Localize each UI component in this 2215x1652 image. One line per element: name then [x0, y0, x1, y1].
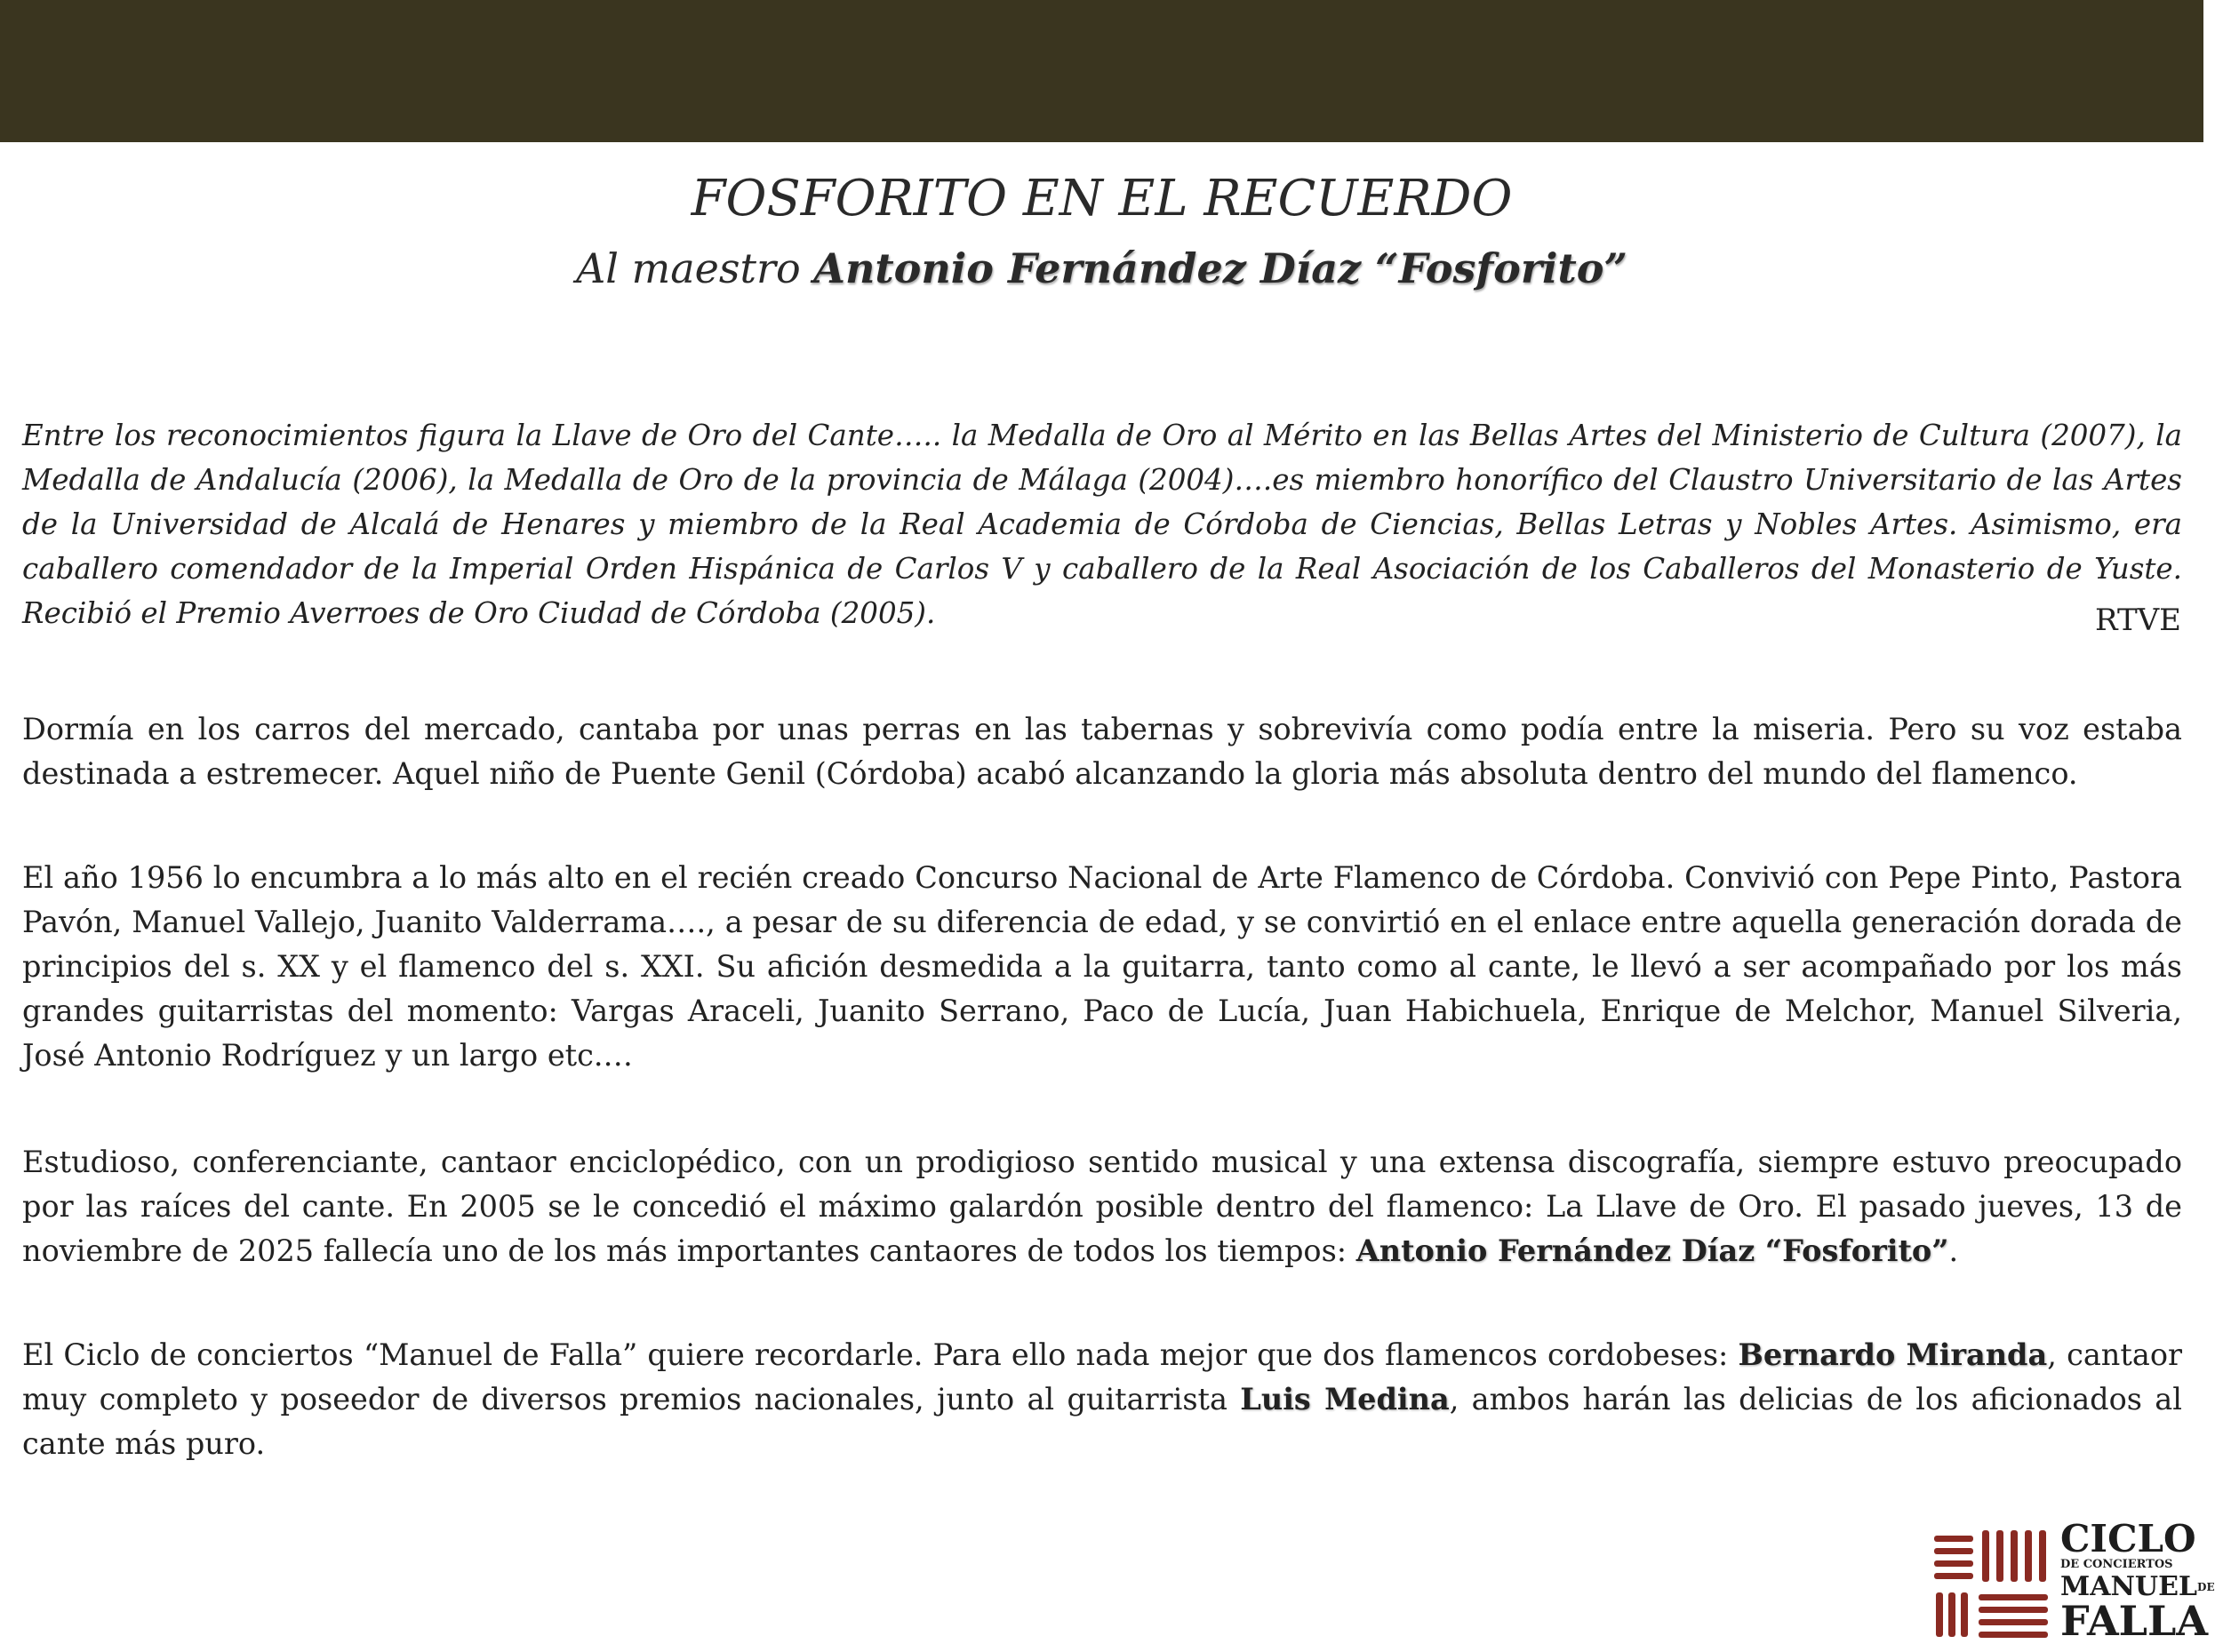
- paragraph-concert-part3: , ambos harán las delicias de los aficionados al cante más puro.: [22, 1382, 2182, 1461]
- paragraph-legacy-text: Estudioso, conferenciante, cantaor enciclopédico, con un prodigioso sentido musical y una extensa discografía, siempre estuvo preocupado por las raíces del cante. En 2005 se le concedió el máximo galardón posible dentro del flamenco: La Llave de Oro. El pasado jueves, 13 de noviembre de 2025 fallecía uno de los más importantes cantaores de todos los tiempos:: [22, 1145, 2182, 1268]
- subtitle-prefix: Al maestro: [576, 244, 814, 292]
- quote-text: Entre los reconocimientos figura la Llave de Oro del Cante….. la Medalla de Oro al Mérito en las Bellas Artes del Ministerio de Cultura (2007), la Medalla de Andalucía (2006), la Medalla de Oro de la provincia de Málaga (2004)….es miembro honorífico del Claustro Universitario de las Artes de la Universidad de Alcalá de Henares y miembro de la Real Academia de Córdoba de Ciencias, Bellas Letras y Nobles Artes. Asimismo, era caballero comendador de la Imperial Orden Hispánica de Carlos V y caballero de la Real Asociación de los Caballeros del Monasterio de Yuste. Recibió el Premio Averroes de Oro Ciudad de Córdoba (2005).: [22, 419, 2182, 630]
- logo-falla: FALLA: [2060, 1597, 2209, 1645]
- page-title: FOSFORITO EN EL RECUERDO: [691, 170, 1513, 227]
- paragraph-concert-part1: El Ciclo de conciertos “Manuel de Falla” quiere recordarle. Para ello nada mejor que dos flamencos cordobeses:: [22, 1337, 1739, 1372]
- logo-ciclo: CICLO: [2060, 1517, 2196, 1560]
- header-band: [0, 0, 2203, 142]
- paragraph-concert-part2: , cantaor muy completo y poseedor de diversos premios nacionales, junto al guitarrista: [22, 1337, 2182, 1417]
- ciclo-manuel-de-falla-logo: [1929, 1517, 2215, 1645]
- subtitle-name: Antonio Fernández Díaz “Fosforito”: [813, 244, 1627, 292]
- performer-singer-name: Bernardo Miranda: [1738, 1337, 2048, 1372]
- paragraph-career: El año 1956 lo encumbra a lo más alto en el recién creado Concurso Nacional de Arte Flamenco de Córdoba. Convivió con Pepe Pinto, Pastora Pavón, Manuel Vallejo, Juanito Valderrama…., a pesar de su diferencia de edad, y se convirtió en el enlace entre aquella generación dorada de principios del s. XX y el flamenco del s. XXI. Su afición desmedida a la guitarra, tanto como al cante, le llevó a ser acompañado por los más grandes guitarristas del momento: Vargas Araceli, Juanito Serrano, Paco de Lucía, Juan Habichuela, Enrique de Melchor, Manuel Silveria, José Antonio Rodríguez y un largo etc.…: [22, 860, 2182, 1073]
- paragraph-concert: [22, 1333, 2182, 1466]
- logo-conciertos: DE CONCIERTOS: [2060, 1558, 2173, 1571]
- quote-source: RTVE: [2094, 603, 2181, 638]
- logo-wordmark: [2060, 1517, 2215, 1645]
- paragraph-childhood: Dormía en los carros del mercado, cantaba por unas perras en las tabernas y sobrevivía como podía entre la miseria. Pero su voz estaba destinada a estremecer. Aquel niño de Puente Genil (Córdoba) acabó alcanzando la gloria más absoluta dentro del mundo del flamenco.: [22, 712, 2182, 791]
- paragraph-legacy-end: .: [1948, 1233, 1959, 1268]
- page-subtitle: [0, 240, 2203, 297]
- paragraph-legacy: [22, 1140, 2182, 1273]
- logo-de: DE: [2197, 1581, 2215, 1593]
- logo-stripes-icon: [1929, 1520, 2053, 1644]
- performer-guitarist-name: Luis Medina: [1240, 1382, 1450, 1417]
- paragraph-legacy-name: Antonio Fernández Díaz “Fosforito”: [1355, 1233, 1949, 1268]
- logo-manuel-text: MANUEL: [2060, 1571, 2198, 1602]
